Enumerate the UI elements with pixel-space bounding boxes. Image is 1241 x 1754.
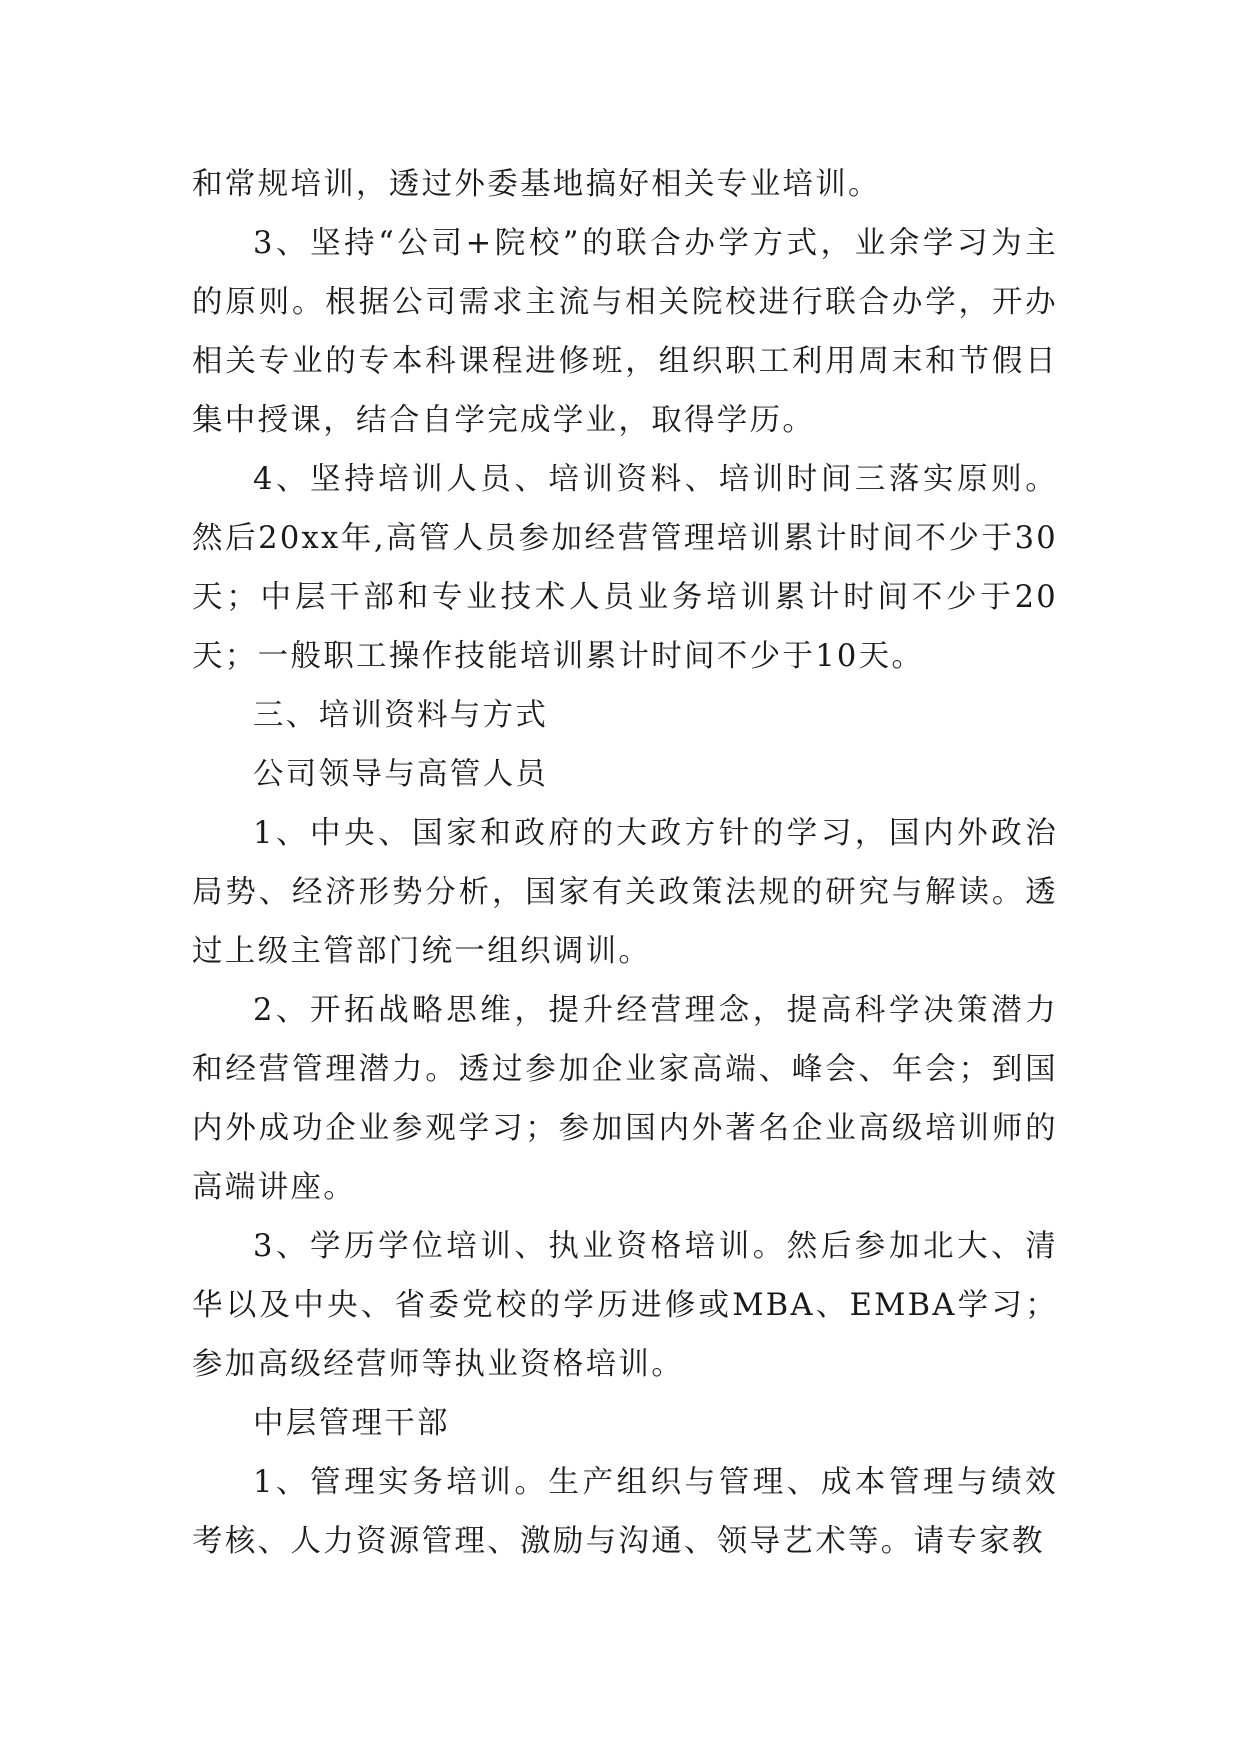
paragraph-senior-item-2: 2、开拓战略思维，提升经营理念，提高科学决策潜力和经营管理潜力。透过参加企业家高端、峰会、年会；到国内外成功企业参观学习；参加国内外著名企业高级培训师的高端讲座。 <box>192 993 1058 1205</box>
paragraph-continuation: 和常规培训，透过外委基地搞好相关专业培训。 <box>192 167 881 202</box>
paragraph-item-3-joint-schooling: 3、坚持“公司+院校”的联合办学方式，业余学习为主的原则。根据公司需求主流与相关院校进行联合办学，开办相关专业的专本科课程进修班，组织职工利用周末和节假日集中授课，结合自学完成学业，取得学历。 <box>192 226 1058 438</box>
section-heading-training-content: 三、培训资料与方式 <box>253 698 549 733</box>
document-body <box>192 155 1058 1571</box>
subheading-senior-management: 公司领导与高管人员 <box>253 757 549 792</box>
paragraph-middle-item-1: 1、管理实务培训。生产组织与管理、成本管理与绩效考核、人力资源管理、激励与沟通、领导艺术等。请专家教 <box>192 1465 1058 1559</box>
paragraph-item-4-training-time: 4、坚持培训人员、培训资料、培训时间三落实原则。然后20xx年,高管人员参加经营管理培训累计时间不少于30天；中层干部和专业技术人员业务培训累计时间不少于20天；一般职工操作技能培训累计时间不少于10天。 <box>192 462 1058 674</box>
paragraph-senior-item-3: 3、学历学位培训、执业资格培训。然后参加北大、清华以及中央、省委党校的学历进修或MBA、EMBA学习；参加高级经营师等执业资格培训。 <box>192 1229 1058 1382</box>
subheading-middle-management: 中层管理干部 <box>253 1406 450 1441</box>
paragraph-senior-item-1: 1、中央、国家和政府的大政方针的学习，国内外政治局势、经济形势分析，国家有关政策法规的研究与解读。透过上级主管部门统一组织调训。 <box>192 816 1058 969</box>
